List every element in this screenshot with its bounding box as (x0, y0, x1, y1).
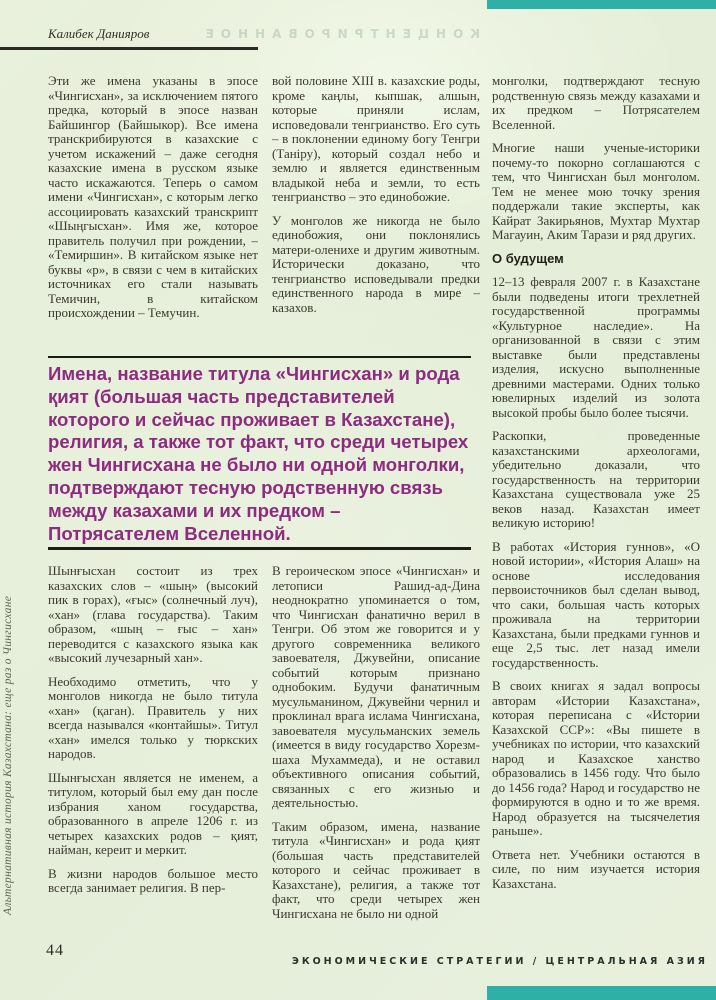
article-vertical-caption: Альтернативная история Казахстана: еще раз о Чингисхане (2, 595, 14, 915)
column-2-top (272, 74, 480, 358)
journal-footer: ЭКОНОМИЧЕСКИЕ СТРАТЕГИИ / ЦЕНТРАЛЬНАЯ АЗИЯ (291, 956, 708, 967)
show-through-watermark: КОНЦЕНТРИРОВАННОЕ (198, 27, 480, 41)
paragraph: Необходимо отметить, что у монголов никогда не было титула «хан» (қаган). Правитель у них всегда назывался «контайшы». Титул «хан» имелся только у тюркских народов. (48, 673, 258, 761)
paragraph: Эти же имена указаны в эпосе «Чингисхан», за исключением пятого предка, который в эпосе назван Байшингор (Байшыкор). Все имена транскрибируются в казахские с учетом искажений – даже сегодня казахские имена в русском языке часто искажаются. Теперь о самом имени «Чингисхан», с которым легко ассоциировать казахский транскрипт «Шыңгысхан». Имя же, которое правитель получил при рождении, – «Темиршин». В китайском языке нет буквы «р», в связи с чем в китайских источниках его стали называть Темичин, в китайском происхождении – Темучин. (48, 74, 258, 320)
paragraph: В жизни народов большое место всегда занимает религия. В пер- (48, 865, 258, 895)
paragraph: В работах «История гуннов», «О новой истории», «История Алаш» на основе исследования первоисточников был сделан вывод, что саки, большая часть которых проживала на территории Казахстана, были предками гуннов и еще 2,5 тыс. лет назад имели государственность. (492, 538, 700, 670)
paragraph: Ответа нет. Учебники остаются в силе, по ним изучается история Казахстана. (492, 846, 700, 891)
column-3 (492, 74, 700, 942)
paragraph: В героическом эпосе «Чингисхан» и летописи Рашид-ад-Дина неоднократно упоминается о том, что Чингисхан фанатично верил в Тенгри. Об этом же говорится и у другого современника великого завоевателя, Джувейни, описание событий которым признано однобоким. Будучи фанатичным мусульманином, Джувейни чернил и проклинал врага ислама Чингисхана, завоевателя мусульманских земель (имеется в виду государство Хорезм-шаха Мухаммеда), и не оставил объективного описания событий, связанных с его жизнью и деятельностью. (272, 564, 480, 810)
column-2-bottom (272, 564, 480, 944)
top-accent-bar (487, 0, 716, 9)
paragraph: 12–13 февраля 2007 г. в Казахстане были подведены итоги трехлетней государственной программы «Культурное наследие». На организованной в связи с этим выставке были представлены изделия, искусно выполненные древними мастерами. Одних только ювелирных изделий из золота высокой пробы было более тысячи. (492, 274, 700, 420)
column-1-bottom (48, 564, 258, 944)
bottom-accent-bar (487, 986, 716, 1000)
section-heading-future: О будущем (492, 250, 564, 266)
pull-quote-rule-top (48, 356, 471, 358)
paragraph: Шынғысхан состоит из трех казахских слов – «шың» (высокий пик в горах), «ғыс» (солнечный луч), «хан» (глава государства). Таким образом, «шың – ғыс – хан» переводится с казахского языка как «высокий лучезарный хан». (48, 564, 258, 665)
column-1-top (48, 74, 258, 358)
paragraph: Таким образом, имена, название титула «Чингисхан» и рода қият (большая часть представителей которого и сейчас проживает в Казахстане), религия, а также тот факт, что среди четырех жен Чингисхана не было ни одной (272, 818, 480, 921)
paragraph: Шынғысхан является не именем, а титулом, который был ему дан после избрания ханом государства, образованного в апреле 1206 г. из четырех казахских родов – қият, найман, кереит и меркит. (48, 769, 258, 857)
paragraph: монголки, подтверждают тесную родственную связь между казахами и их предком – Потрясателем Вселенной. (492, 74, 700, 132)
page-number: 44 (46, 942, 64, 959)
paragraph: Раскопки, проведенные казахстанскими археологами, убедительно доказали, что государственность на территории Казахстана существовала уже 25 веков назад. Казахстан имеет великую историю! (492, 428, 700, 530)
author-name: Калибек Данияров (48, 26, 150, 41)
paragraph: У монголов же никогда не было единобожия, они поклонялись матери-оленихе и другим животным. Исторически доказано, что тенгрианство исповедывали предки единственного народа в мире – казахов. (272, 212, 480, 315)
header-rule (0, 47, 258, 50)
pull-quote: Имена, название титула «Чингисхан» и рода қият (большая часть представителей которого и сейчас проживает в Казахстане), религия, а также тот факт, что среди четырех жен Чингисхана не было ни одной монголки, подтверждают тесную родственную связь между казахами и их предком – Потрясателем Вселенной. (48, 363, 469, 544)
paragraph: В своих книгах я задал вопросы авторам «Истории Казахстана», которая переписана с «Истории Казахской ССР»: «Вы пишете в учебниках по истории, что казахский народ и Казахское ханство образовались в 1456 году. Что было до 1456 года? Народ и государство не формируются в одно и то же время. Народ образуется на тысячелетия раньше». (492, 678, 700, 838)
pull-quote-rule-bottom (48, 547, 471, 550)
paragraph: Многие наши ученые-историки почему-то покорно соглашаются с тем, что Чингисхан был монголом. Тем не менее мою точку зрения поддержали такие эксперты, как Кайрат Закирьянов, Мухтар Мухтар Магауин, Аким Тарази и ряд других. (492, 140, 700, 242)
paragraph: вой половине XIII в. казахские роды, кроме каңлы, кыпшак, алшын, которые приняли ислам, исповедовали тенгрианство. Его суть – в поклонении единому богу Тенгри (Таніру), который создал небо и землю и является единственным владыкой неба и земли, то есть тенгрианство – это единобожие. (272, 74, 480, 204)
